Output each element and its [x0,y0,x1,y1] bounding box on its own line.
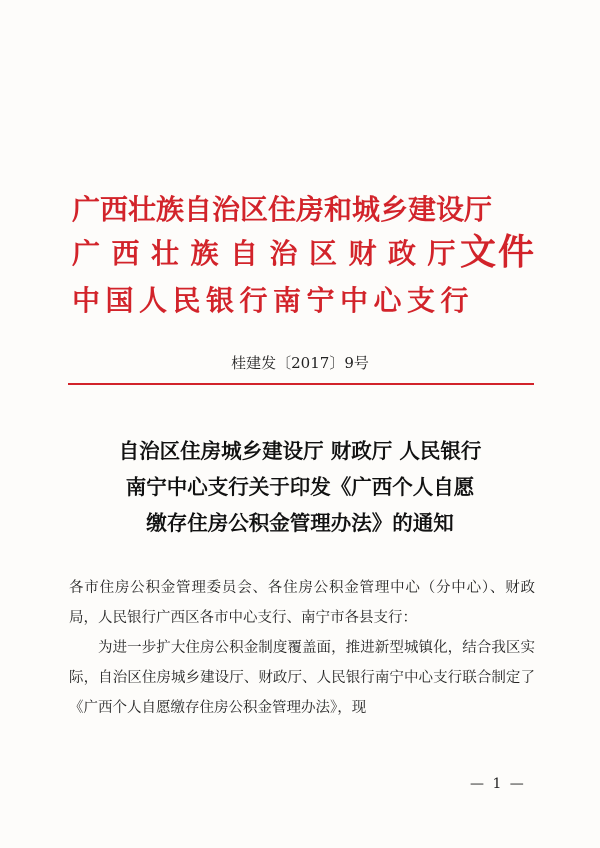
red-divider [68,383,534,385]
document-number: 桂建发〔2017〕9号 [231,354,369,372]
issuer-housing-department: 广西壮族自治区住房和城乡建设厅 [72,193,493,226]
notice-title-line-3: 缴存住房公积金管理办法》的通知 [146,511,454,535]
issuer-finance-department: 广西壮族自治区财政厅 [72,237,468,270]
body-paragraph: 为进一步扩大住房公积金制度覆盖面，推进新型城镇化，结合我区实际，自治区住房城乡建设厅、财政厅、人民银行南宁中心支行联合制定了《广西个人自愿缴存住房公积金管理办法》，现 [69,640,535,716]
issuer-peoples-bank-branch: 中国人民银行南宁中心支行 [72,284,475,317]
notice-title-line-2: 南宁中心支行关于印发《广西个人自愿 [125,475,475,499]
recipients-paragraph: 各市住房公积金管理委员会、各住房公积金管理中心（分中心）、财政局，人民银行广西区各市中心支行、南宁市各县支行： [69,580,535,626]
document-type-label: 文件 [460,231,537,273]
page-number: — 1 — [470,776,526,792]
notice-title-line-1: 自治区住房城乡建设厅 财政厅 人民银行 [118,439,482,463]
